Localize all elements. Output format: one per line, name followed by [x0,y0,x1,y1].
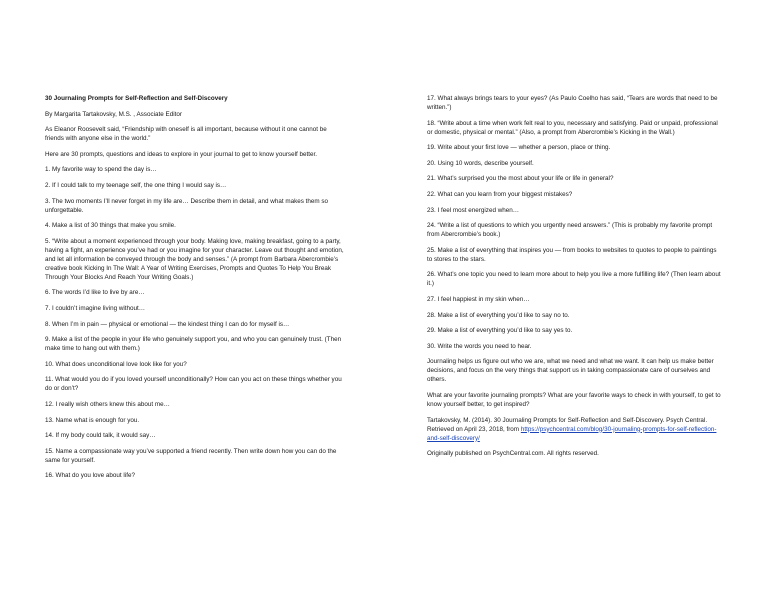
prompt-item: 28. Make a list of everything you’d like to say no to. [427,311,570,319]
prompt-item: 13. Name what is enough for you. [45,416,140,424]
prompt-item: 22. What can you learn from your biggest mistakes? [427,190,573,198]
prompt-item: 20. Using 10 words, describe yourself. [427,159,534,167]
prompt-item: 15. Name a compassionate way you’ve supported a friend recently. Then write down how you can do the same for yourself. [45,447,337,464]
prompt-item: 16. What do you love about life? [45,472,135,480]
prompt-item: 11. What would you do if you loved yourself unconditionally? How can you act on these things whether you do or don’t? [45,376,342,393]
prompt-item: 4. Make a list of 30 things that make you smile. [45,222,176,230]
byline: By Margarita Tartakovsky, M.S. , Associate Editor [45,110,182,118]
copyright-footer: Originally published on PsychCentral.com. All rights reserved. [427,450,599,458]
prompt-item: 24. “Write a list of questions to which you urgently need answers.” (This is probably my favorite prompt from Abercrombie’s book.) [427,222,713,239]
intro-paragraph: Here are 30 prompts, questions and ideas to explore in your journal to get to know yourself better. [45,150,317,158]
prompt-item: 26. What’s one topic you need to learn more about to help you live a more fulfilling life? (Then learn about it.) [427,271,721,288]
citation-link[interactable]: https://psychcentral.com/blog/30-journaling-prompts-for-self-reflection-and-self-discovery/ [427,425,717,442]
prompt-item: 19. Write about your first love — whether a person, place or thing. [427,144,611,152]
prompt-item: 7. I couldn’t imagine living without… [45,304,146,312]
prompt-item: 10. What does unconditional love look like for you? [45,360,187,368]
prompt-item: 23. I feel most energized when… [427,206,520,214]
citation [427,416,723,443]
prompt-item: 8. When I’m in pain — physical or emotional — the kindest thing I can do for myself is… [45,320,290,328]
prompt-item: 18. “Write about a time when work felt real to you, necessary and satisfying. Paid or unpaid, professional or domestic, physical or mental.” (Also, a prompt from Abercrombie’s Kicking in the Wall.) [427,119,718,136]
prompt-item: 29. Make a list of everything you’d like to say yes to. [427,327,573,335]
prompt-item: 9. Make a list of the people in your life who genuinely support you, and who you can genuinely trust. (Then make time to hang out with them.) [45,336,342,353]
prompt-item: 30. Write the words you need to hear. [427,342,532,350]
prompt-item: 25. Make a list of everything that inspires you — from books to websites to quotes to people to paintings to stores to the stars. [427,246,717,263]
closing-question: What are your favorite journaling prompts? What are your favorite ways to check in with yourself, to get to know yourself better, to get inspired? [427,391,721,408]
prompt-item: 1. My favorite way to spend the day is… [45,166,157,174]
prompt-item: 2. If I could talk to my teenage self, the one thing I would say is… [45,181,227,189]
prompt-item: 27. I feel happiest in my skin when… [427,295,530,303]
prompt-item: 14. If my body could talk, it would say… [45,432,156,440]
left-column [45,94,345,487]
prompt-item: 12. I really wish others knew this about me… [45,400,170,408]
article-title: 30 Journaling Prompts for Self-Reflection and Self-Discovery [45,95,228,102]
prompt-item: 6. The words I’d like to live by are… [45,289,145,297]
citation-text: Tartakovsky, M. (2014). 30 Journaling Prompts for Self-Reflection and Self-Discovery. Psych Central. Retrieved on April 23, 2018, from [427,416,708,433]
prompt-item: 21. What’s surprised you the most about your life or life in general? [427,175,614,183]
prompt-item: 3. The two moments I’ll never forget in my life are… Describe them in detail, and what makes them so unforgettable. [45,197,329,214]
right-column [427,94,723,465]
prompt-item: 5. “Write about a moment experienced through your body. Making love, making breakfast, going to a party, having a fight, an experience you’ve had or you imagine for your character. Leave out thought and emotion, and let all information be conveyed through the body and senses.” (A prompt from Barbara Abercrombie’s creative book Kicking In The Wall: A Year of Writing Exercises, Prompts and Quotes To Help You Break Through Your Blocks And Reach Your Writing Goals.) [45,237,344,281]
closing-paragraph: Journaling helps us figure out who we are, what we need and what we want. It can help us make better decisions, and focus on the very things that support us in taking compassionate care of ourselves and others. [427,358,714,384]
opening-quote: As Eleanor Roosevelt said, “Friendship with oneself is all important, because without it one cannot be friends with anyone else in the world.” [45,126,327,143]
prompt-item: 17. What always brings tears to your eyes? (As Paulo Coelho has said, “Tears are words that need to be written.”) [427,95,718,111]
